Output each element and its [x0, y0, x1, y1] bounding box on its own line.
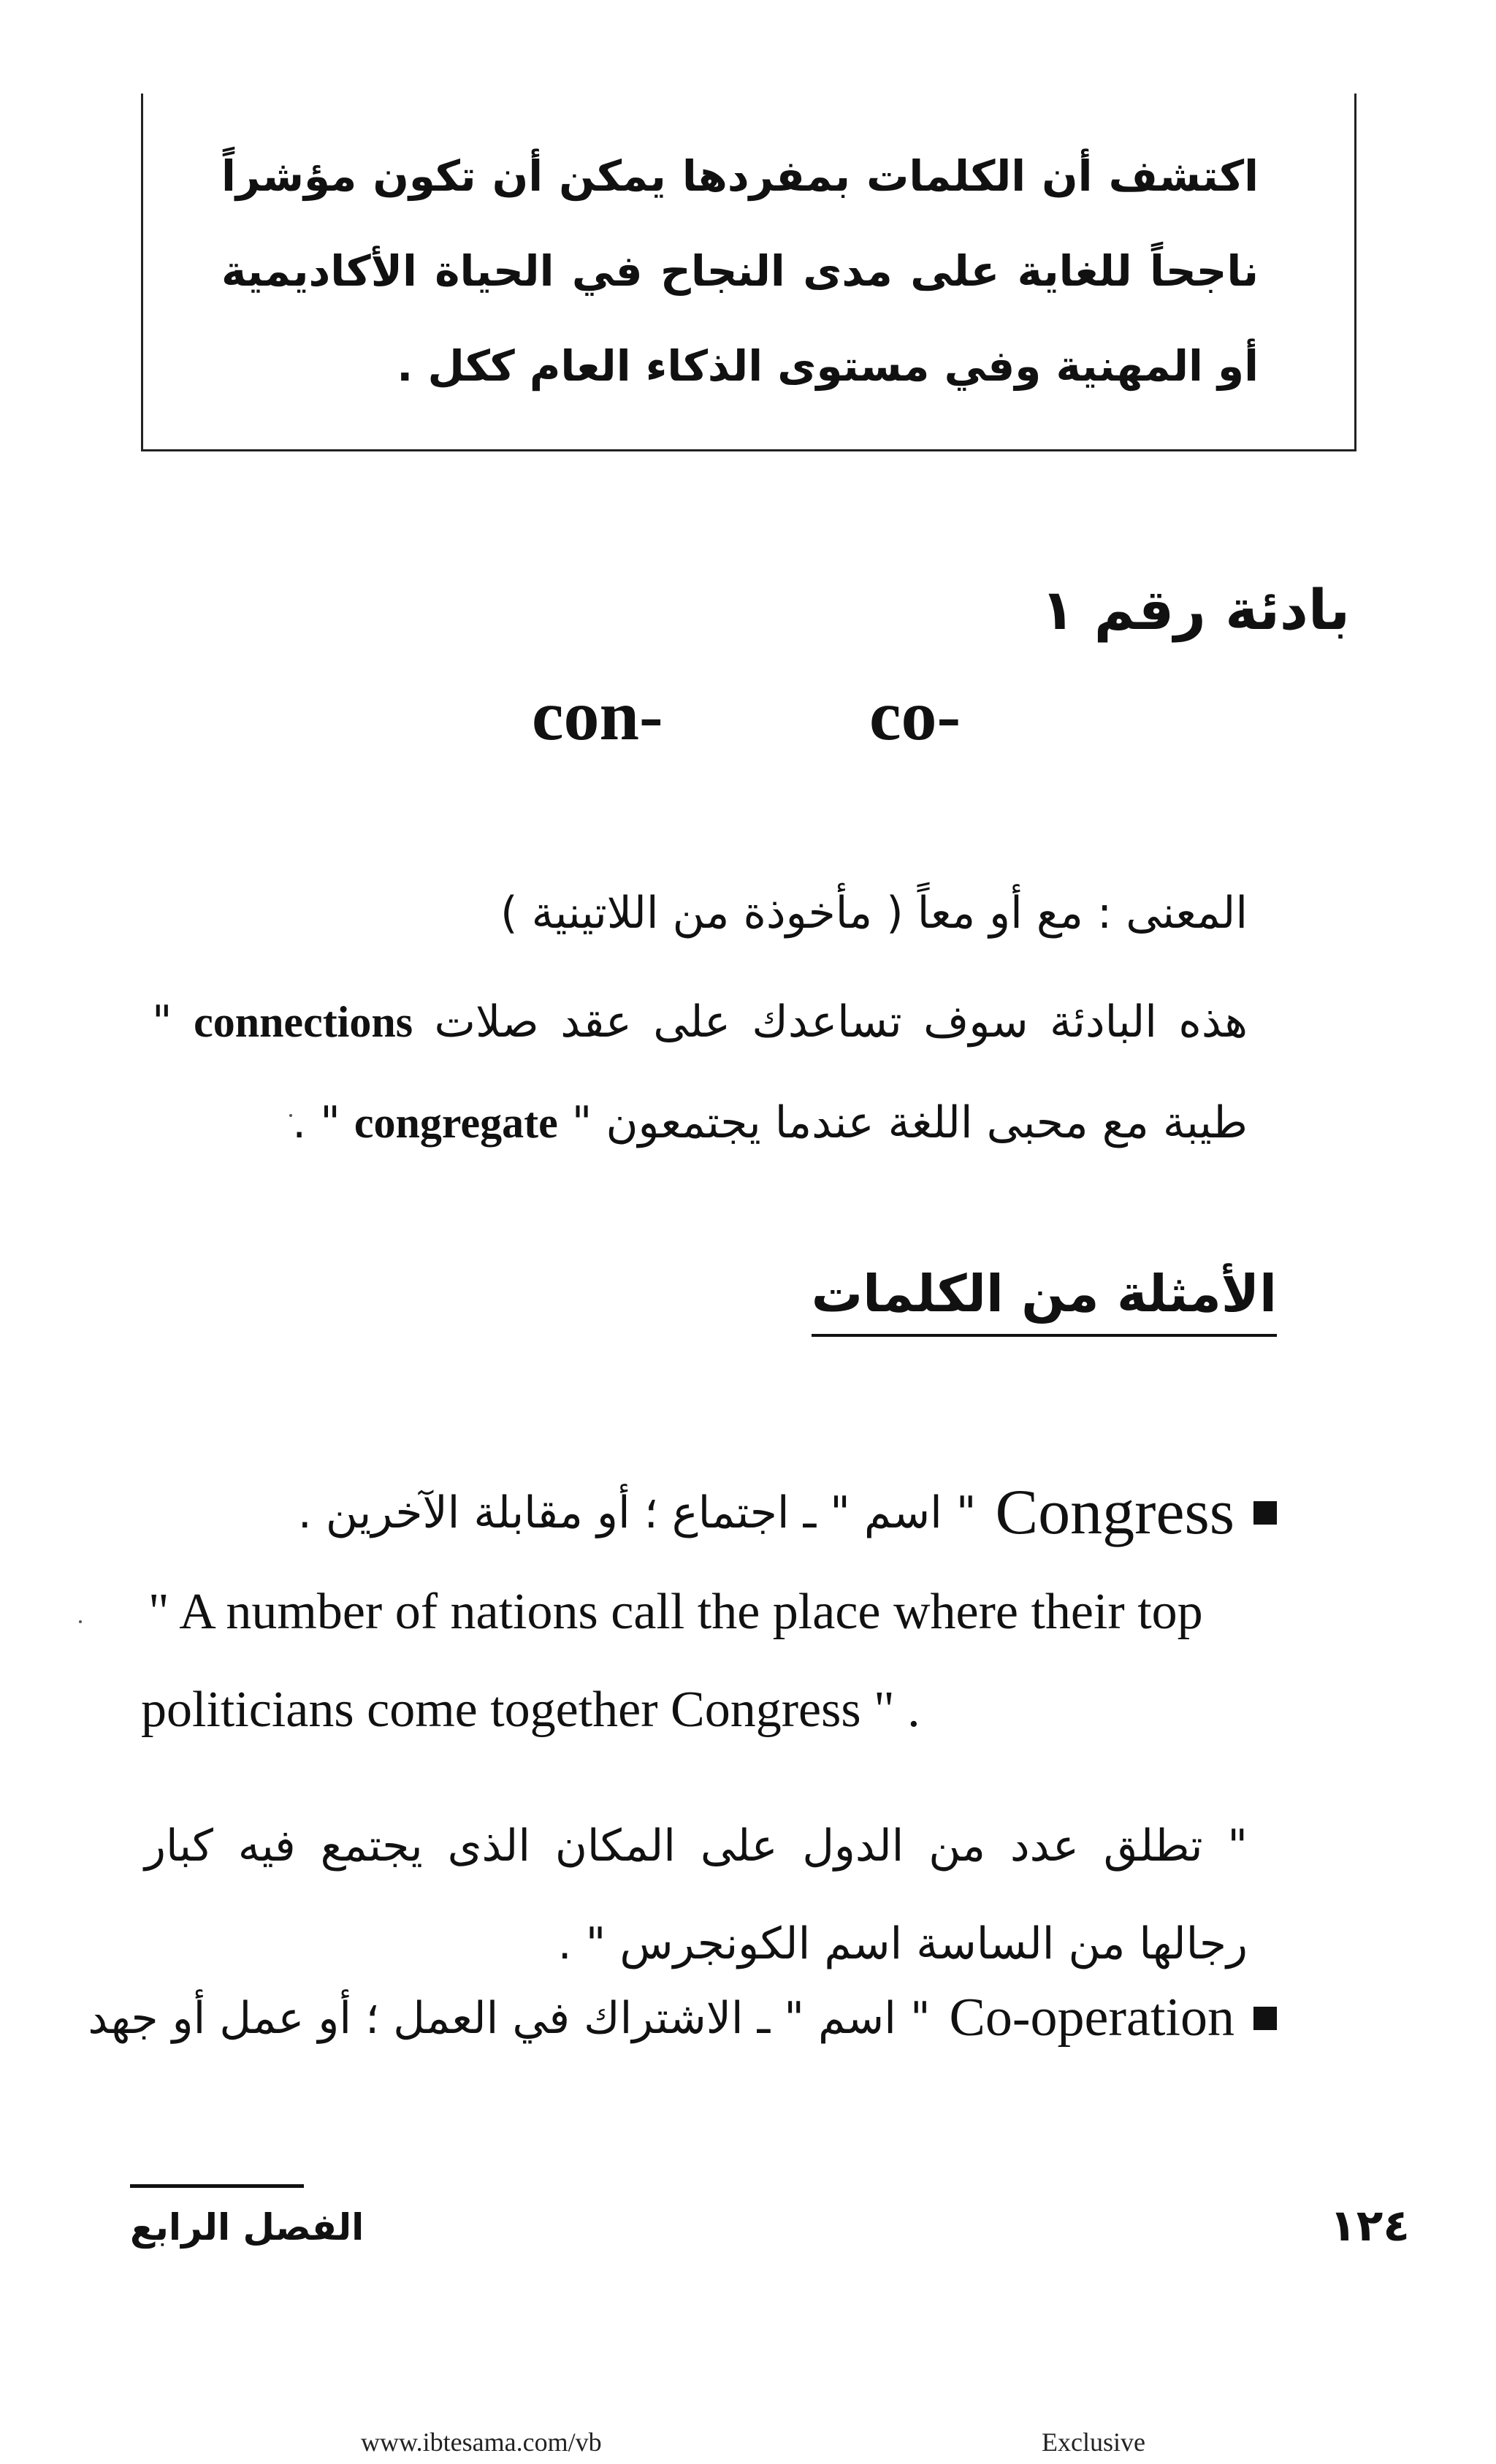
description-part-3: " .: [292, 1097, 340, 1148]
prefix-description: [152, 972, 1248, 1173]
example-term: Congress: [995, 1477, 1234, 1548]
description-word-congregate: congregate: [354, 1099, 558, 1147]
scan-speck: [289, 1114, 292, 1117]
arabic-quote: " تطلق عدد من الدول على المكان الذى يجتمع فيه كبار رجالها من الساسة اسم الكونجرس " .: [145, 1820, 1248, 1969]
english-quote-line: politicians come together Congress " .: [141, 1682, 920, 1738]
bullet-square-icon: [1253, 2007, 1277, 2030]
bullet-square-icon: [1253, 1501, 1277, 1525]
example-definition: " اسم " ـ اجتماع ؛ أو مقابلة الآخرين .: [297, 1487, 977, 1538]
intro-box: [141, 94, 1356, 451]
watermark-url: www.ibtesama.com/vb: [361, 2427, 602, 2457]
watermark-label: Exclusive: [1042, 2427, 1145, 2457]
scan-speck: [79, 1620, 82, 1623]
description-part-2: " طيبة مع محبى اللغة عندما يجتمعون ": [152, 996, 1248, 1148]
intro-paragraph: اكتشف أن الكلمات بمفردها يمكن أن تكون مؤشراً ناجحاً للغاية على مدى النجاح في الحياة الأكاديمية أو المهنية وفي مستوى الذكاء العام ككل .: [221, 151, 1259, 391]
example-term: Co-operation: [949, 1988, 1234, 2048]
chapter-label: الفصل الرابع: [130, 2206, 365, 2249]
prefix-form-con: con-: [532, 676, 663, 755]
page-number: ١٢٤: [1329, 2200, 1410, 2251]
example-definition: " اسم " ـ الاشتراك في العمل ؛ أو عمل أو جهد: [88, 1992, 931, 2044]
meaning-line: المعنى : مع أو معاً ( مأخوذة من اللاتينية ): [500, 888, 1248, 939]
footer-rule: [130, 2184, 304, 2188]
description-part-1: هذه البادئة سوف تساعدك على عقد صلات: [434, 996, 1248, 1048]
english-quote-line: " A number of nations call the place where their top: [148, 1584, 1203, 1640]
description-word-connections: connections: [194, 998, 413, 1046]
english-quote: [141, 1563, 1281, 1759]
prefix-form-co: co-: [869, 676, 961, 755]
prefix-forms: [0, 672, 1496, 760]
examples-heading: الأمثلة من الكلمات: [812, 1264, 1277, 1337]
prefix-title: بادئة رقم ١: [1040, 577, 1350, 642]
example-item-congress: [298, 1476, 1277, 1549]
example-item-cooperation: [88, 1987, 1277, 2049]
